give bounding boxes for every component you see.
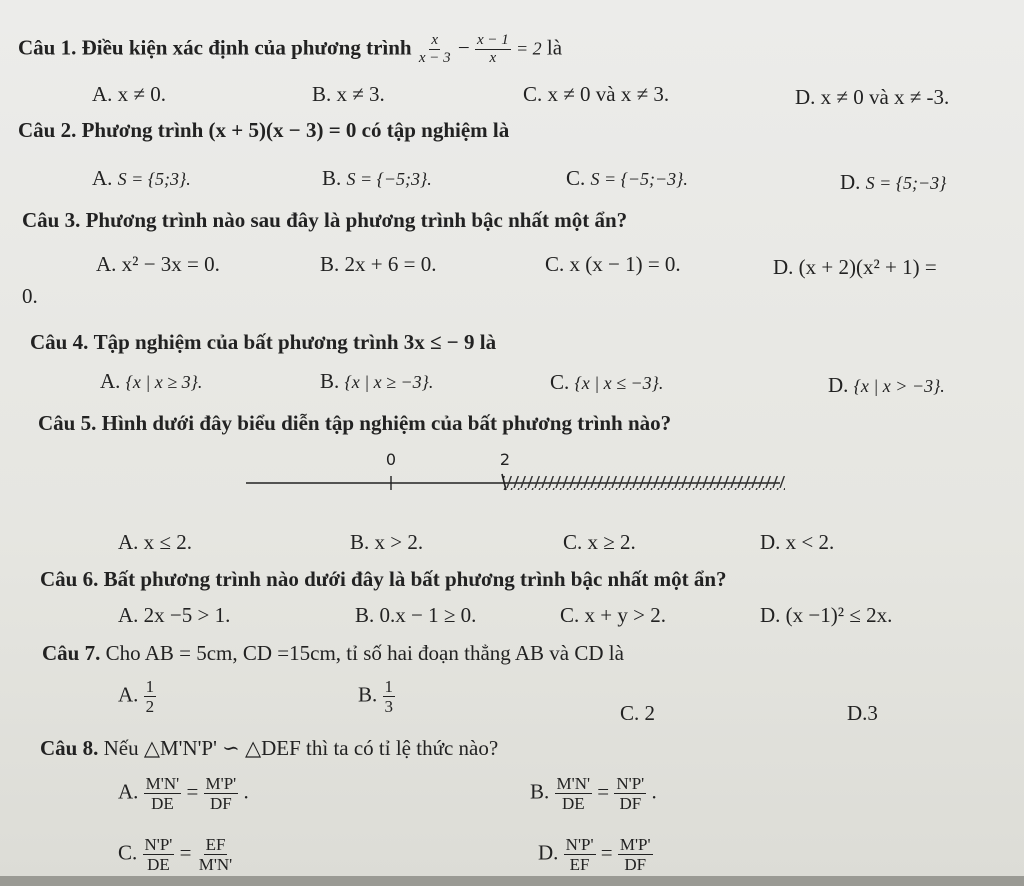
q8-label: Câu 8. bbox=[40, 736, 99, 760]
q8-a-eq: = bbox=[186, 779, 199, 804]
q8-c-d2: M'N' bbox=[198, 855, 233, 874]
q2-option-a bbox=[92, 166, 191, 191]
q1-stem bbox=[18, 33, 562, 66]
q1-option-a: A. x ≠ 0. bbox=[92, 82, 166, 106]
q2-c-value: S = {−5;−3}. bbox=[590, 169, 688, 189]
q5-option-d: D. x < 2. bbox=[760, 530, 835, 554]
q1-frac2 bbox=[475, 33, 511, 66]
q3-option-c: C. x (x − 1) = 0. bbox=[545, 252, 681, 276]
q7-label: Câu 7. bbox=[42, 641, 101, 665]
q8-option-d bbox=[538, 836, 653, 873]
q1-frac1-num: x bbox=[431, 32, 439, 48]
q2-a-label: A. bbox=[92, 166, 113, 190]
q7-a-fraction bbox=[144, 678, 157, 715]
q4-label: Câu 4. bbox=[30, 330, 89, 354]
q8-a-n2: M'P' bbox=[205, 774, 237, 793]
q8-c-d1: DE bbox=[147, 855, 170, 874]
q8-b-eq: = bbox=[597, 779, 610, 804]
q2-b-value: S = {−5;3}. bbox=[346, 169, 432, 189]
q8-b-d2: DF bbox=[619, 794, 642, 813]
tick-2-label: 2 bbox=[499, 450, 511, 469]
q2-a-value: S = {5;3}. bbox=[117, 169, 191, 189]
q8-d-d2: DF bbox=[624, 855, 647, 874]
q4-b-value: {x | x ≥ −3}. bbox=[344, 372, 434, 392]
q7-option-a bbox=[118, 678, 156, 715]
q4-d-label: D. bbox=[828, 373, 849, 397]
q1-label: Câu 1. bbox=[18, 35, 77, 60]
q7-option-d: D.3 bbox=[847, 701, 878, 725]
q3-stem bbox=[22, 208, 627, 233]
q6-option-d: D. (x −1)² ≤ 2x. bbox=[760, 603, 893, 627]
q8-option-a bbox=[118, 775, 249, 812]
q4-option-b bbox=[320, 369, 433, 394]
q8-c-frac2 bbox=[197, 836, 235, 873]
q8-a-n1: M'N' bbox=[145, 774, 180, 793]
q3-option-d: D. (x + 2)(x² + 1) = bbox=[773, 255, 937, 279]
q7-text: Cho AB = 5cm, CD =15cm, tỉ số hai đoạn thẳng AB và CD là bbox=[105, 641, 624, 665]
q8-stem bbox=[40, 736, 498, 761]
q2-option-b bbox=[322, 166, 432, 191]
q8-b-end: . bbox=[651, 779, 657, 804]
q1-minus: − bbox=[457, 35, 470, 60]
q6-option-a: A. 2x −5 > 1. bbox=[118, 603, 231, 627]
q5-option-c: C. x ≥ 2. bbox=[563, 530, 636, 554]
q2-b-label: B. bbox=[322, 166, 342, 190]
number-line-figure bbox=[240, 446, 800, 496]
page-bottom-edge bbox=[0, 876, 1024, 886]
q6-stem bbox=[40, 567, 727, 592]
q1-frac1 bbox=[417, 33, 453, 66]
q5-text: Hình dưới đây biểu diễn tập nghiệm của bất phương trình nào? bbox=[101, 411, 672, 435]
q7-a-num: 1 bbox=[145, 677, 155, 696]
q4-option-a bbox=[100, 369, 202, 394]
q2-c-label: C. bbox=[566, 166, 586, 190]
q2-d-label: D. bbox=[840, 170, 861, 194]
q8-b-frac2 bbox=[614, 775, 646, 812]
q3-option-d-continuation: 0. bbox=[22, 284, 38, 308]
q3-text: Phương trình nào sau đây là phương trình bậc nhất một ẩn? bbox=[85, 208, 628, 232]
q4-a-value: {x | x ≥ 3}. bbox=[125, 372, 203, 392]
q8-b-n2: N'P' bbox=[616, 774, 645, 793]
q8-b-n1: M'N' bbox=[556, 774, 591, 793]
q8-a-frac2 bbox=[204, 775, 239, 812]
q8-d-n2: M'P' bbox=[619, 835, 651, 854]
q2-option-d bbox=[840, 170, 946, 195]
q8-a-label: A. bbox=[118, 779, 139, 804]
q4-d-value: {x | x > −3}. bbox=[853, 376, 945, 396]
q8-a-d2: DF bbox=[210, 794, 232, 813]
q4-stem bbox=[30, 330, 496, 355]
q4-c-value: {x | x ≤ −3}. bbox=[574, 373, 664, 393]
q8-d-frac1 bbox=[564, 836, 596, 873]
q8-c-n2: EF bbox=[205, 835, 226, 854]
q2-stem bbox=[18, 118, 509, 143]
q4-c-label: C. bbox=[550, 370, 570, 394]
q1-option-b: B. x ≠ 3. bbox=[312, 82, 385, 106]
q7-b-num: 1 bbox=[384, 677, 394, 696]
q1-eq: = 2 bbox=[516, 38, 542, 59]
q4-option-d bbox=[828, 373, 945, 398]
q3-label: Câu 3. bbox=[22, 208, 81, 232]
q1-frac2-den: x bbox=[489, 50, 497, 66]
q7-b-label: B. bbox=[358, 682, 378, 707]
q3-option-b: B. 2x + 6 = 0. bbox=[320, 252, 437, 276]
q4-option-c bbox=[550, 370, 663, 395]
q8-c-n1: N'P' bbox=[144, 835, 173, 854]
q6-option-b: B. 0.x − 1 ≥ 0. bbox=[355, 603, 477, 627]
q8-d-label: D. bbox=[538, 840, 559, 865]
q1-text: Điều kiện xác định của phương trình bbox=[81, 35, 412, 60]
q8-text: Nếu △M'N'P' ∽ △DEF thì ta có tỉ lệ thức nào? bbox=[103, 736, 499, 760]
q5-option-b: B. x > 2. bbox=[350, 530, 424, 554]
q6-label: Câu 6. bbox=[40, 567, 99, 591]
q2-label: Câu 2. bbox=[18, 118, 77, 142]
q2-option-c bbox=[566, 166, 688, 191]
q8-c-frac1 bbox=[143, 836, 175, 873]
q1-frac2-num: x − 1 bbox=[476, 32, 509, 48]
q7-stem bbox=[42, 641, 624, 666]
q7-a-label: A. bbox=[118, 682, 139, 707]
q4-text: Tập nghiệm của bất phương trình 3x ≤ − 9 là bbox=[93, 330, 497, 354]
q8-a-frac1 bbox=[144, 775, 182, 812]
q7-a-den: 2 bbox=[145, 697, 155, 716]
q8-option-c bbox=[118, 836, 234, 873]
q8-c-eq: = bbox=[179, 840, 192, 865]
q8-b-frac1 bbox=[555, 775, 593, 812]
q4-a-label: A. bbox=[100, 369, 121, 393]
q3-option-a: A. x² − 3x = 0. bbox=[96, 252, 220, 276]
q6-option-c: C. x + y > 2. bbox=[560, 603, 666, 627]
q5-stem bbox=[38, 411, 671, 436]
q2-d-value: S = {5;−3} bbox=[865, 173, 947, 193]
q7-b-fraction bbox=[383, 678, 396, 715]
q8-d-frac2 bbox=[618, 836, 653, 873]
q8-b-d1: DE bbox=[561, 794, 585, 813]
q8-d-eq: = bbox=[600, 840, 613, 865]
q7-option-c: C. 2 bbox=[620, 701, 656, 725]
q2-text: Phương trình (x + 5)(x − 3) = 0 có tập nghiệm là bbox=[81, 118, 510, 142]
q5-option-a: A. x ≤ 2. bbox=[118, 530, 192, 554]
q5-label: Câu 5. bbox=[38, 411, 97, 435]
q8-d-n1: N'P' bbox=[565, 835, 594, 854]
q4-b-label: B. bbox=[320, 369, 340, 393]
q7-option-b bbox=[358, 678, 395, 715]
q1-la: là bbox=[546, 35, 563, 60]
q8-option-b bbox=[530, 775, 657, 812]
q8-b-label: B. bbox=[530, 779, 550, 804]
excluded-region-hatch bbox=[503, 476, 785, 490]
q1-frac1-den: x − 3 bbox=[418, 50, 451, 66]
q8-c-label: C. bbox=[118, 840, 138, 865]
tick-0-label: 0 bbox=[385, 450, 397, 469]
q7-b-den: 3 bbox=[384, 697, 394, 716]
q8-a-end: . bbox=[243, 779, 249, 804]
q1-option-d: D. x ≠ 0 và x ≠ -3. bbox=[795, 85, 950, 109]
q8-a-d1: DE bbox=[151, 794, 174, 813]
q8-d-d1: EF bbox=[569, 855, 590, 874]
q1-option-c: C. x ≠ 0 và x ≠ 3. bbox=[523, 82, 670, 106]
q6-text: Bất phương trình nào dưới đây là bất phương trình bậc nhất một ẩn? bbox=[103, 567, 727, 591]
